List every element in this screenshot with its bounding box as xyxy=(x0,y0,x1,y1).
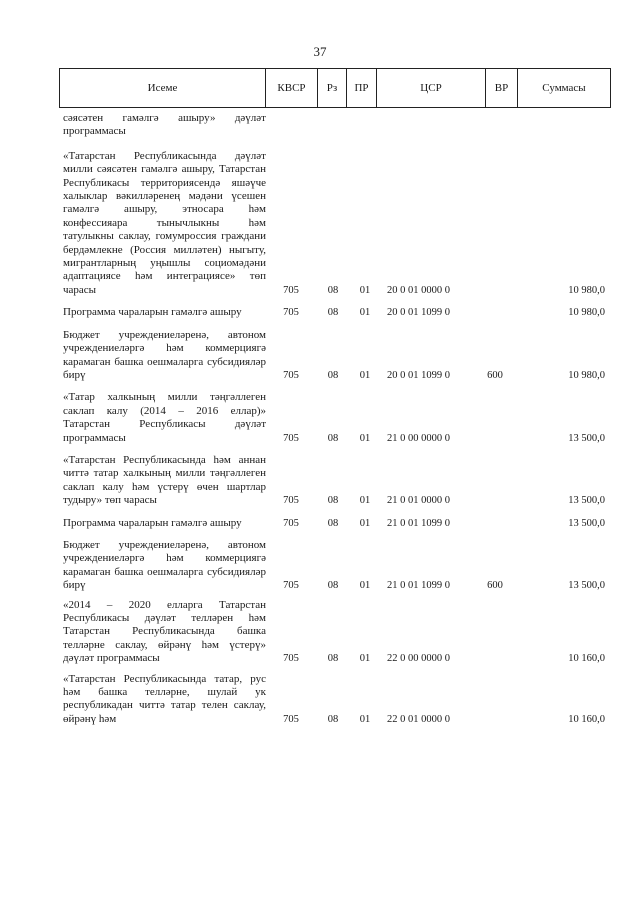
row-name: Бюджет учреждениеләренә, автоном учреждениеләргә һәм коммерциягә карамаган башка оешмаларга субсидияләр бирү xyxy=(63,328,266,381)
row-sum: 13 500,0 xyxy=(568,517,605,529)
header-csr: ЦСР xyxy=(377,69,486,107)
row-rz: 08 xyxy=(327,517,339,529)
row-vr: 600 xyxy=(487,580,503,592)
row-rz: 08 xyxy=(327,580,339,592)
row-kvsr: 705 xyxy=(283,284,299,296)
row-sum: 13 500,0 xyxy=(568,495,605,507)
header-rz: Рз xyxy=(318,69,347,107)
table-row xyxy=(0,150,640,297)
row-name: «Татар халкының милли тәңгәллеген саклап калу (2014 – 2016 еллар)» Татарстан Республикасы дәүләт программасы xyxy=(63,391,266,444)
header-vr: ВР xyxy=(486,69,518,107)
row-kvsr: 705 xyxy=(283,369,299,381)
row-vr: 600 xyxy=(487,369,503,381)
row-pr: 01 xyxy=(359,653,371,665)
row-kvsr: 705 xyxy=(283,495,299,507)
row-rz: 08 xyxy=(327,653,339,665)
header-sum: Суммасы xyxy=(542,82,586,94)
row-csr: 22 0 01 0000 0 xyxy=(387,713,450,725)
row-sum: 10 160,0 xyxy=(568,713,605,725)
row-sum: 13 500,0 xyxy=(568,432,605,444)
row-csr: 21 0 01 1099 0 xyxy=(387,517,450,529)
row-pr: 01 xyxy=(359,495,371,507)
row-rz: 08 xyxy=(327,432,339,444)
row-kvsr: 705 xyxy=(283,517,299,529)
row-sum: 10 980,0 xyxy=(568,369,605,381)
row-name: «Татарстан Республикасында һәм аннан читтә татар халкының милли тәңгәллеген саклап калу һәм үстерү өчен шартлар тудыру» төп чарасы xyxy=(63,453,266,507)
row-csr: 21 0 00 0000 0 xyxy=(387,432,450,444)
row-name: Бюджет учреждениеләренә, автоном учреждениеләргә һәм коммерциягә карамаган башка оешмаларга субсидияләр бирү xyxy=(63,538,266,592)
row-sum: 10 980,0 xyxy=(568,284,605,296)
row-rz: 08 xyxy=(327,307,339,319)
row-name: Программа чараларын гамәлгә ашыру xyxy=(63,306,242,319)
row-csr: 20 0 01 1099 0 xyxy=(387,369,450,381)
row-rz: 08 xyxy=(327,495,339,507)
row-sum: 10 980,0 xyxy=(568,307,605,319)
row-csr: 20 0 01 0000 0 xyxy=(387,284,450,296)
row-pr: 01 xyxy=(359,517,371,529)
row-csr: 21 0 01 1099 0 xyxy=(387,580,450,592)
row-kvsr: 705 xyxy=(283,713,299,725)
row-pr: 01 xyxy=(359,432,371,444)
row-pr: 01 xyxy=(359,713,371,725)
row-pr: 01 xyxy=(359,580,371,592)
row-csr: 22 0 00 0000 0 xyxy=(387,653,450,665)
budget-table-body xyxy=(0,112,640,726)
row-name: «Татарстан Республикасында татар, рус һәм башка телләрне, шулай ук республикадан читтә татар телен саклау, өйрәнү һәм xyxy=(63,672,266,725)
row-pr: 01 xyxy=(359,284,371,296)
row-pr: 01 xyxy=(359,369,371,381)
row-kvsr: 705 xyxy=(283,307,299,319)
header-kvsr: КВСР xyxy=(266,69,318,107)
row-kvsr: 705 xyxy=(283,580,299,592)
row-name: «2014 – 2020 елларга Татарстан Республикасы дәүләт телләрен һәм Татарстан Республикасында башка телләрне саклау, өйрәнү һәм үстерү» дәүләт программасы xyxy=(63,598,266,665)
row-sum: 13 500,0 xyxy=(568,580,605,592)
table-row xyxy=(0,329,640,383)
row-csr: 21 0 01 0000 0 xyxy=(387,495,450,507)
row-name: сәясәтен гамәлгә ашыру» дәүләт программасы xyxy=(63,112,266,138)
table-row xyxy=(0,454,640,508)
row-sum: 10 160,0 xyxy=(568,653,605,665)
table-header xyxy=(59,68,611,108)
row-rz: 08 xyxy=(327,713,339,725)
table-row xyxy=(0,306,640,319)
row-name: «Татарстан Республикасында дәүләт милли сәясәтен гамәлгә ашыру, Татарстан Республикасы территориясендә яшәүче халыклар вәкилләренең мәдәни үсешен гамәлгә ашыру, этносара һәм конфессияара тынычлыкны һәм татулыкны саклау, гомумроссия граждани бердәмлекне (Россия милләтен) ныгыту, мигрантларның уңышлы социомәдәни адаптациясе һәм интеграциясе» төп чарасы xyxy=(63,149,266,296)
table-row xyxy=(0,391,640,445)
table-row xyxy=(0,599,640,666)
table-row xyxy=(0,673,640,727)
page-number: 37 xyxy=(313,44,327,59)
row-pr: 01 xyxy=(359,307,371,319)
row-kvsr: 705 xyxy=(283,432,299,444)
row-rz: 08 xyxy=(327,369,339,381)
header-name: Исеме xyxy=(60,69,266,107)
table-row xyxy=(0,539,640,593)
row-kvsr: 705 xyxy=(283,653,299,665)
table-row xyxy=(0,112,640,139)
row-csr: 20 0 01 1099 0 xyxy=(387,307,450,319)
row-name: Программа чараларын гамәлгә ашыру xyxy=(63,516,242,529)
header-pr: ПР xyxy=(347,69,377,107)
table-row xyxy=(0,517,640,530)
row-rz: 08 xyxy=(327,284,339,296)
